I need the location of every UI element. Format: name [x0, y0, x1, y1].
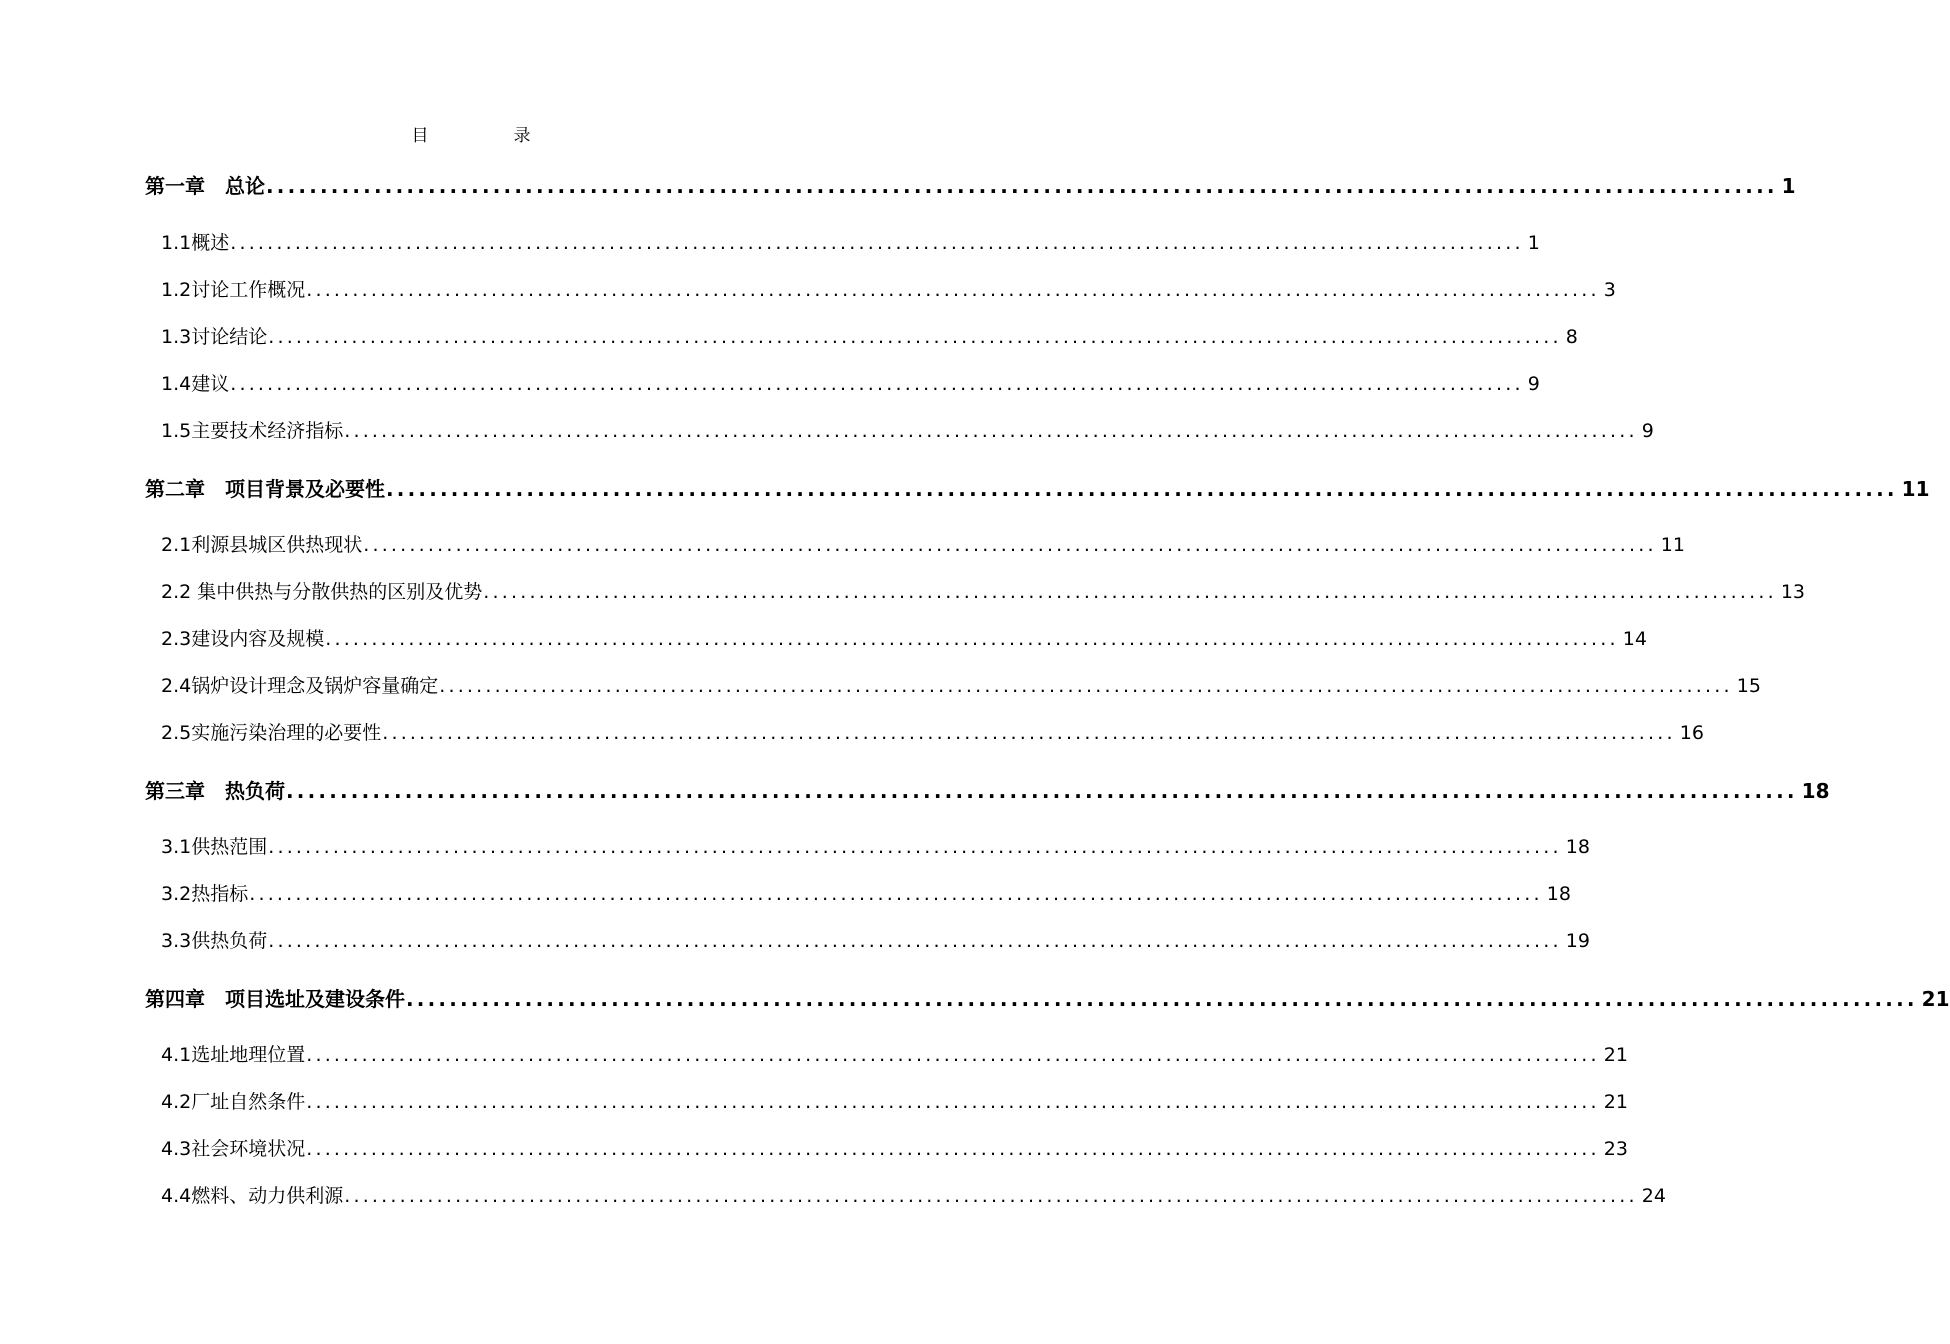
toc-page-number: 19: [1565, 930, 1590, 952]
toc-section-1-5[interactable]: [161, 416, 1654, 444]
toc-leader-dots: ............................................................................................................................................: [230, 373, 1524, 395]
toc-page-number: 13: [1780, 581, 1805, 603]
toc-section-2-2[interactable]: [161, 577, 1805, 605]
toc-page-number: 9: [1527, 373, 1540, 395]
toc-label: 2.2 集中供热与分散供热的区别及优势: [161, 581, 483, 603]
toc-label: 4.2厂址自然条件: [161, 1091, 306, 1113]
toc-page-number: 16: [1679, 722, 1704, 744]
toc-page-number: 15: [1736, 675, 1761, 697]
toc-label: 4.4燃料、动力供利源: [161, 1185, 344, 1207]
toc-label: 第三章 热负荷: [145, 779, 285, 803]
toc-page-number: 8: [1565, 326, 1578, 348]
toc-leader-dots: ............................................................................................................................................: [382, 722, 1676, 744]
toc-label: 1.5主要技术经济指标: [161, 420, 344, 442]
toc-section-3-2[interactable]: [161, 879, 1571, 907]
toc-page-number: 3: [1603, 279, 1616, 301]
toc-label: 3.2热指标: [161, 883, 249, 905]
toc-page-number: 23: [1603, 1138, 1628, 1160]
toc-label: 3.1供热范围: [161, 836, 268, 858]
toc-page-number: 18: [1565, 836, 1590, 858]
toc-leader-dots: ............................................................................................................................................: [268, 836, 1562, 858]
toc-leader-dots: ............................................................................................................................................: [306, 1091, 1600, 1113]
toc-label: 1.1概述: [161, 232, 230, 254]
toc-section-1-1[interactable]: [161, 228, 1540, 256]
toc-leader-dots: ............................................................................................................................................: [386, 477, 1898, 501]
toc-label: 3.3供热负荷: [161, 930, 268, 952]
toc-section-1-3[interactable]: [161, 322, 1578, 350]
toc-label: 第四章 项目选址及建设条件: [145, 987, 405, 1011]
toc-page-number: 18: [1801, 779, 1830, 803]
toc-leader-dots: ............................................................................................................................................: [306, 279, 1600, 301]
toc-leader-dots: ............................................................................................................................................: [268, 930, 1562, 952]
toc-page-number: 14: [1622, 628, 1647, 650]
toc-leader-dots: ............................................................................................................................................: [266, 174, 1778, 198]
page-title: 目 录: [411, 126, 565, 146]
toc-page-number: 21: [1921, 987, 1950, 1011]
toc-page-number: 11: [1660, 534, 1685, 556]
toc-label: 2.4锅炉设计理念及锅炉容量确定: [161, 675, 439, 697]
toc-chapter-2[interactable]: [145, 473, 1930, 503]
toc-page-number: 11: [1901, 477, 1930, 501]
toc-page-number: 21: [1603, 1044, 1628, 1066]
toc-chapter-1[interactable]: [145, 170, 1796, 200]
toc-section-3-1[interactable]: [161, 832, 1590, 860]
toc-section-4-1[interactable]: [161, 1040, 1628, 1068]
toc-leader-dots: ............................................................................................................................................: [483, 581, 1777, 603]
toc-section-4-3[interactable]: [161, 1134, 1628, 1162]
toc-label: 第二章 项目背景及必要性: [145, 477, 385, 501]
toc-label: 1.4建议: [161, 373, 230, 395]
toc-chapter-4[interactable]: [145, 983, 1950, 1013]
toc-label: 4.1选址地理位置: [161, 1044, 306, 1066]
toc-leader-dots: ............................................................................................................................................: [230, 232, 1524, 254]
toc-section-1-2[interactable]: [161, 275, 1616, 303]
toc-page-number: 9: [1641, 420, 1654, 442]
toc-section-2-5[interactable]: [161, 718, 1704, 746]
toc-label: 2.3建设内容及规模: [161, 628, 325, 650]
toc-label: 2.5实施污染治理的必要性: [161, 722, 382, 744]
toc-leader-dots: ............................................................................................................................................: [249, 883, 1543, 905]
toc-leader-dots: ............................................................................................................................................: [306, 1138, 1600, 1160]
toc-label: 第一章 总论: [145, 174, 265, 198]
toc-leader-dots: ............................................................................................................................................: [406, 987, 1918, 1011]
toc-label: 2.1利源县城区供热现状: [161, 534, 363, 556]
toc-leader-dots: ............................................................................................................................................: [344, 1185, 1638, 1207]
toc-page-number: 1: [1781, 174, 1796, 198]
toc-label: 4.3社会环境状况: [161, 1138, 306, 1160]
toc-section-2-4[interactable]: [161, 671, 1761, 699]
toc-leader-dots: ............................................................................................................................................: [439, 675, 1733, 697]
toc-section-3-3[interactable]: [161, 926, 1590, 954]
toc-section-2-1[interactable]: [161, 530, 1685, 558]
toc-leader-dots: ............................................................................................................................................: [325, 628, 1619, 650]
toc-section-4-4[interactable]: [161, 1181, 1666, 1209]
toc-page-number: 21: [1603, 1091, 1628, 1113]
toc-leader-dots: ............................................................................................................................................: [344, 420, 1638, 442]
toc-page-number: 24: [1641, 1185, 1666, 1207]
toc-leader-dots: ............................................................................................................................................: [363, 534, 1657, 556]
toc-chapter-3[interactable]: [145, 775, 1830, 805]
toc-leader-dots: ............................................................................................................................................: [286, 779, 1798, 803]
toc-page-number: 1: [1527, 232, 1540, 254]
toc-section-1-4[interactable]: [161, 369, 1540, 397]
toc-label: 1.3讨论结论: [161, 326, 268, 348]
toc-page-number: 18: [1546, 883, 1571, 905]
toc-label: 1.2讨论工作概况: [161, 279, 306, 301]
toc-section-2-3[interactable]: [161, 624, 1647, 652]
toc-leader-dots: ............................................................................................................................................: [268, 326, 1562, 348]
toc-section-4-2[interactable]: [161, 1087, 1628, 1115]
toc-leader-dots: ............................................................................................................................................: [306, 1044, 1600, 1066]
